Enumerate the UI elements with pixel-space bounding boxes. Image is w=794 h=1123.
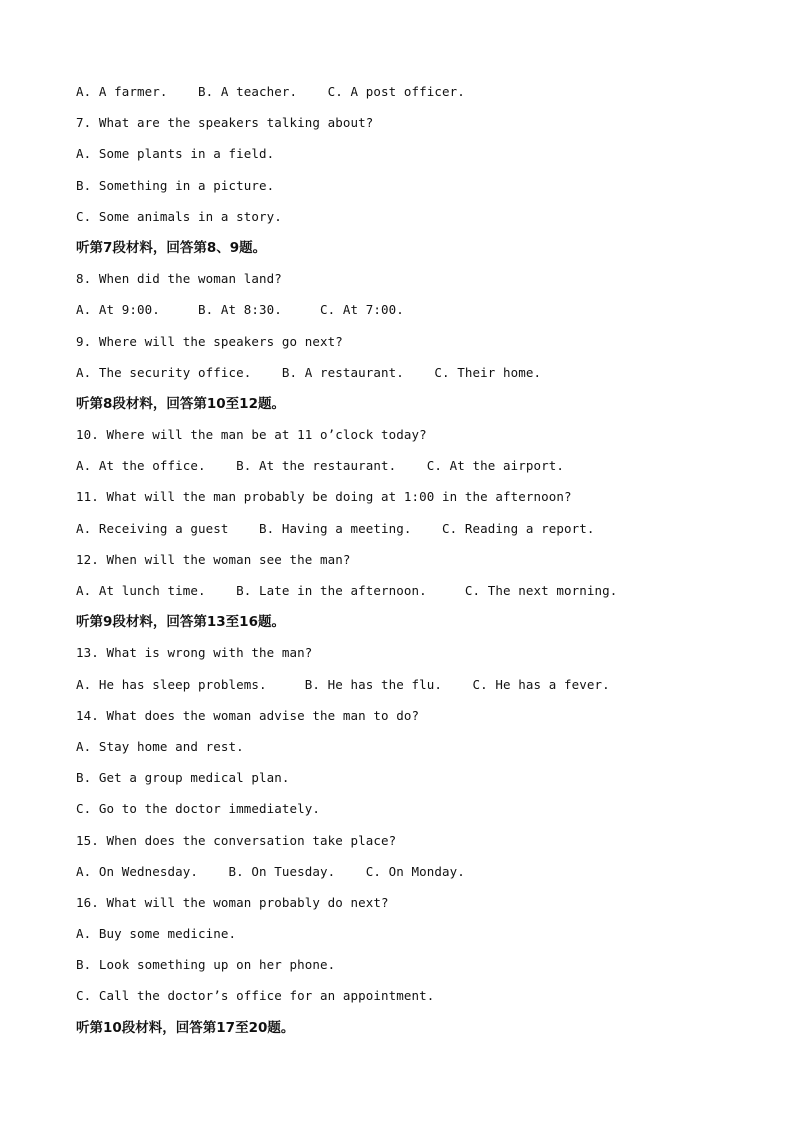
- section-heading: 听第10段材料，回答第17至20题。: [76, 1019, 295, 1036]
- answer-options: B. Get a group medical plan.: [76, 770, 290, 786]
- question-text: 7. What are the speakers talking about?: [76, 115, 374, 131]
- question-text: 11. What will the man probably be doing at 1:00 in the afternoon?: [76, 489, 572, 505]
- answer-options: A. Some plants in a field.: [76, 146, 275, 162]
- question-text: 9. Where will the speakers go next?: [76, 333, 343, 349]
- answer-options: A. He has sleep problems. B. He has the flu. C. He has a fever.: [76, 676, 610, 692]
- question-text: 8. When did the woman land?: [76, 271, 282, 287]
- section-heading: 听第8段材料，回答第10至12题。: [76, 395, 285, 412]
- section-heading: 听第9段材料，回答第13至16题。: [76, 614, 285, 631]
- question-text: 15. When does the conversation take place?: [76, 832, 397, 848]
- answer-options: A. The security office. B. A restaurant. C. Their home.: [76, 364, 542, 380]
- answer-options: B. Look something up on her phone.: [76, 957, 336, 973]
- question-text: 16. What will the woman probably do next?: [76, 894, 389, 910]
- question-text: 12. When will the woman see the man?: [76, 551, 351, 567]
- question-text: 10. Where will the man be at 11 o’clock today?: [76, 427, 427, 443]
- section-heading: 听第7段材料，回答第8、9题。: [76, 239, 267, 256]
- question-text: 13. What is wrong with the man?: [76, 645, 313, 661]
- exam-page: [76, 78, 766, 1045]
- answer-options: A. At lunch time. B. Late in the afternoon. C. The next morning.: [76, 583, 618, 598]
- answer-options: A. Receiving a guest B. Having a meeting. C. Reading a report.: [76, 520, 595, 536]
- answer-options: A. At 9:00. B. At 8:30. C. At 7:00.: [76, 302, 404, 318]
- answer-options: A. Stay home and rest.: [76, 738, 244, 754]
- answer-options: A. Buy some medicine.: [76, 926, 237, 942]
- answer-options: A. A farmer. B. A teacher. C. A post officer.: [76, 84, 465, 99]
- answer-options: C. Call the doctor’s office for an appointment.: [76, 988, 435, 1004]
- question-text: 14. What does the woman advise the man to do?: [76, 707, 420, 723]
- answer-options: A. At the office. B. At the restaurant. C. At the airport.: [76, 458, 565, 474]
- answer-options: C. Go to the doctor immediately.: [76, 801, 321, 817]
- answer-options: A. On Wednesday. B. On Tuesday. C. On Monday.: [76, 863, 465, 879]
- answer-options: B. Something in a picture.: [76, 177, 275, 193]
- answer-options: C. Some animals in a story.: [76, 208, 282, 224]
